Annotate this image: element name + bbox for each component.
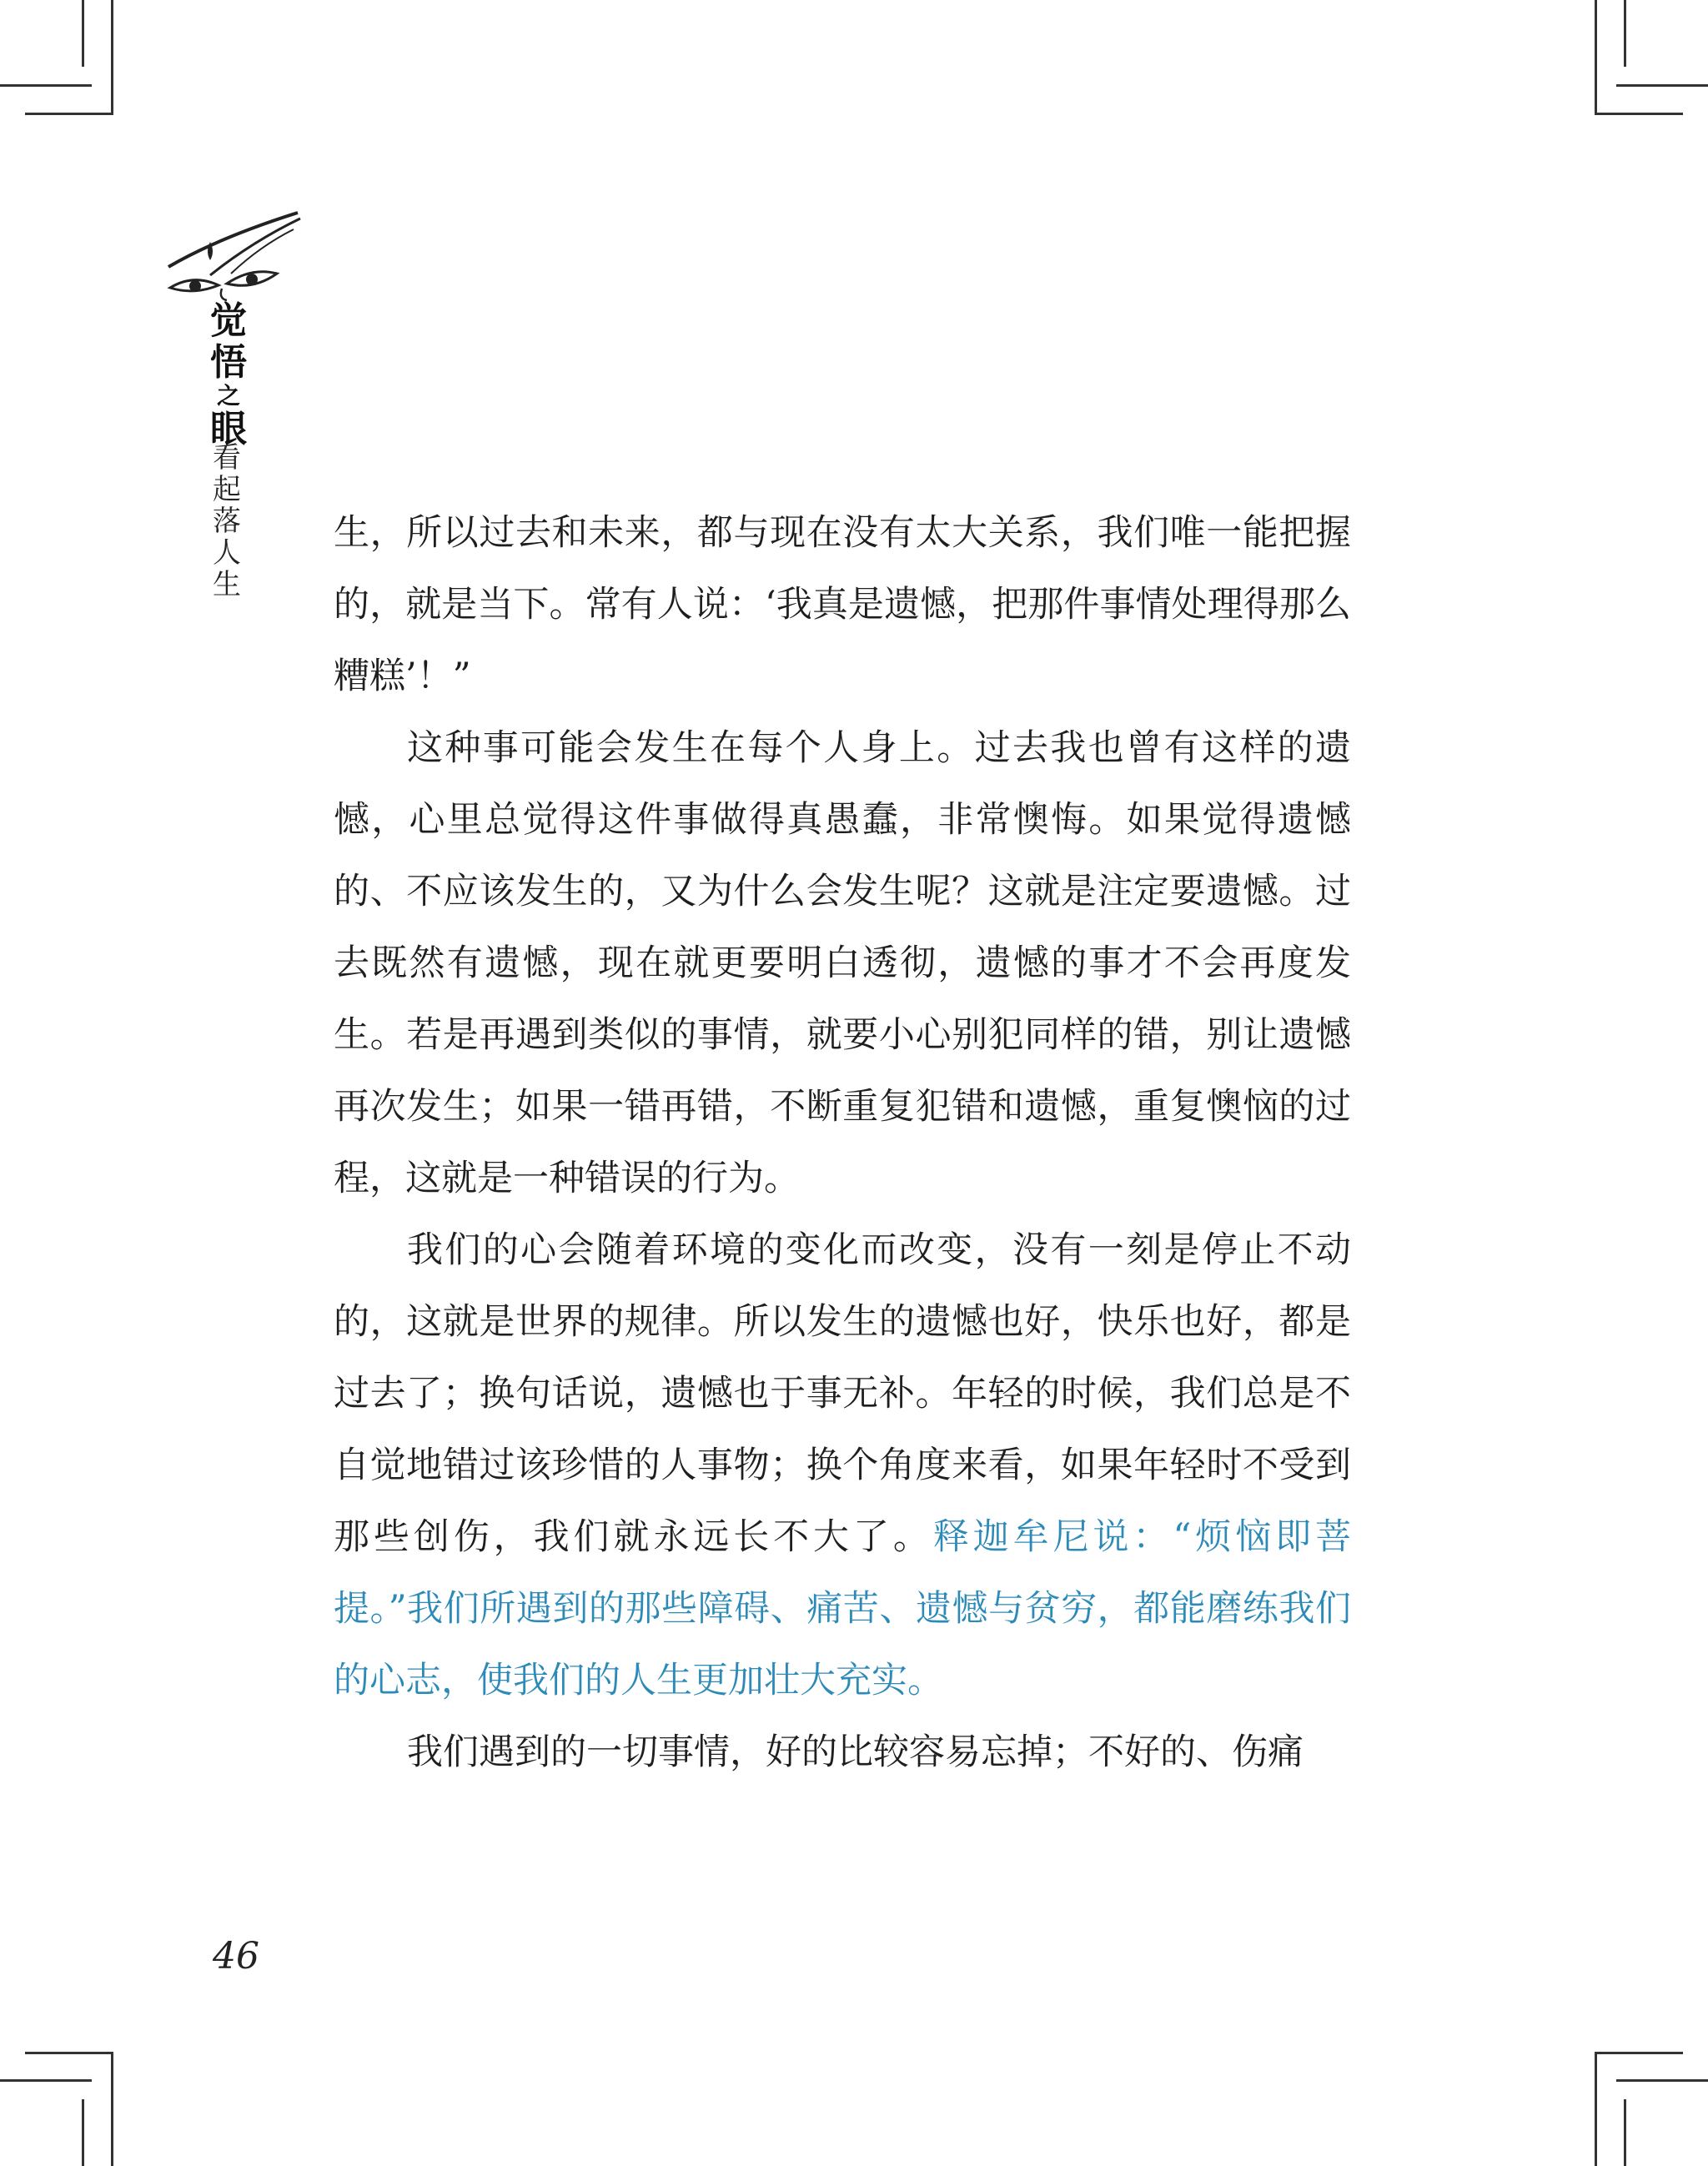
crop-mark-top-right-h [1616, 84, 1708, 87]
crop-mark-bottom-left-v [111, 2052, 113, 2166]
side-title-char: 之 [216, 382, 240, 410]
side-subtitle-char: 看 [213, 441, 241, 475]
crop-mark-top-right-v [1595, 0, 1597, 114]
side-title-char: 觉 [210, 299, 247, 342]
highlighted-quote: 释迦牟尼说：“烦恼即菩提。”我们所遇到的那些障碍、痛苦、遗憾与贫穷，都能磨练我们的心志，使我们的人生更加壮大充实。 [334, 1516, 1352, 1701]
paragraph [334, 712, 1351, 1214]
crop-mark-bottom-right-h [1616, 2079, 1708, 2082]
paragraph [334, 1716, 1351, 1788]
crop-mark-top-left-v [111, 0, 113, 114]
crop-mark-bottom-right-v2 [1624, 2099, 1626, 2166]
page-number: 46 [213, 1935, 259, 1978]
paragraph-text: 生，所以过去和未来，都与现在没有太大关系，我们唯一能把握的，就是当下。常有人说：‘我真是遗憾，把那件事情处理得那么糟糕’！” [334, 512, 1351, 697]
side-subtitle-char: 人 [213, 536, 241, 570]
crop-mark-top-right-h2 [1595, 113, 1683, 115]
crop-mark-top-left-h [0, 84, 92, 87]
paragraph [334, 1214, 1351, 1716]
paragraph-text: 这种事可能会发生在每个人身上。过去我也曾有这样的遗憾，心里总觉得这件事做得真愚蠢，非常懊悔。如果觉得遗憾的、不应该发生的，又为什么会发生呢？这就是注定要遗憾。过去既然有遗憾，现在就更要明白透彻，遗憾的事才不会再度发生。若是再遇到类似的事情，就要小心别犯同样的错，别让遗憾再次发生；如果一错再错，不断重复犯错和遗憾，重复懊恼的过程，这就是一种错误的行为。 [334, 727, 1351, 1199]
crop-mark-bottom-right-v [1595, 2052, 1597, 2166]
crop-mark-bottom-left-v2 [82, 2099, 84, 2166]
buddha-eyes-icon [160, 209, 302, 304]
crop-mark-top-right-v2 [1624, 0, 1626, 67]
side-subtitle-char: 起 [213, 473, 241, 506]
crop-mark-top-left-v2 [82, 0, 84, 67]
side-title [207, 300, 250, 450]
body-text [334, 497, 1351, 1788]
side-subtitle [210, 442, 244, 601]
side-title-char: 悟 [210, 341, 247, 384]
side-title-char: 眼 [210, 408, 247, 450]
crop-mark-bottom-left-h2 [25, 2052, 113, 2054]
crop-mark-top-left-h2 [25, 113, 113, 115]
crop-mark-bottom-left-h [0, 2079, 92, 2082]
paragraph-text: 我们的心会随着环境的变化而改变，没有一刻是停止不动的，这就是世界的规律。所以发生的遗憾也好，快乐也好，都是过去了；换句话说，遗憾也于事无补。年轻的时候，我们总是不自觉地错过该珍惜的人事物；换个角度来看，如果年轻时不受到那些创伤，我们就永远长不大了。 [334, 1229, 1351, 1558]
paragraph-text: 我们遇到的一切事情，好的比较容易忘掉；不好的、伤痛 [407, 1731, 1304, 1773]
crop-mark-bottom-right-h2 [1595, 2052, 1683, 2054]
side-subtitle-char: 落 [213, 505, 241, 538]
paragraph [334, 497, 1351, 712]
side-subtitle-char: 生 [213, 568, 241, 601]
